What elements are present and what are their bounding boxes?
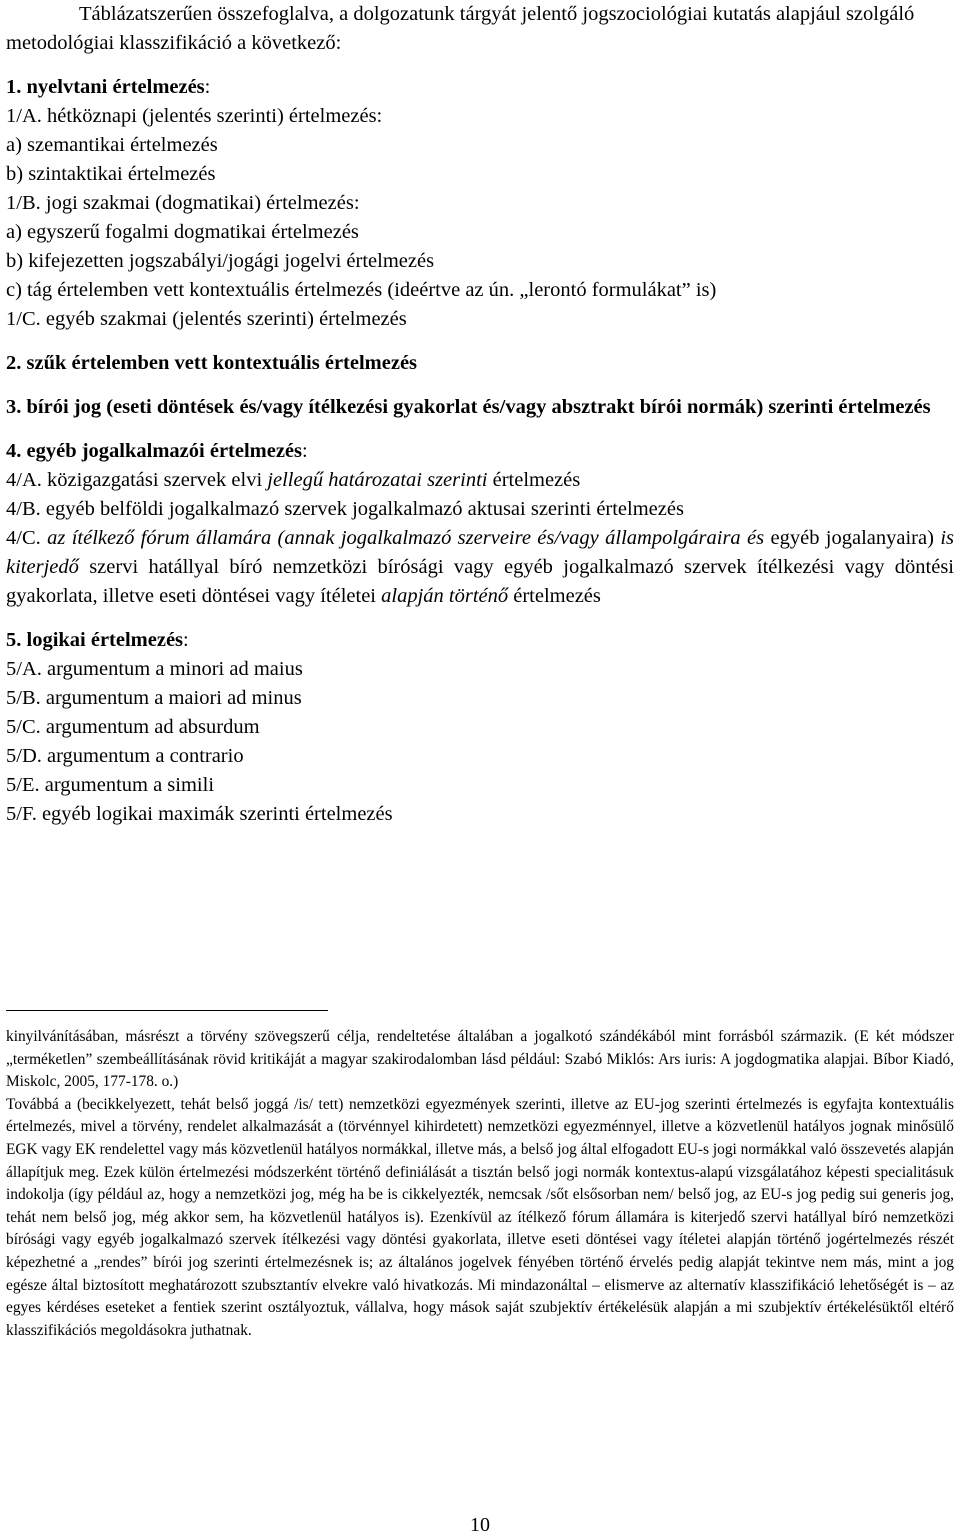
section-4-heading: 4. egyéb jogalkalmazói értelmezés: (6, 440, 308, 462)
main-text (6, 0, 954, 829)
item-1b-b: b) kifejezetten jogszabályi/jogági jogelvi értelmezés (6, 250, 435, 272)
section-3-heading: 3. bírói jog (eseti döntések és/vagy ítélkezési gyakorlat és/vagy absztrakt bírói normák) szerinti értelmezés (6, 396, 931, 418)
item-5b: 5/B. argumentum a maiori ad minus (6, 687, 302, 709)
item-5a: 5/A. argumentum a minori ad maius (6, 658, 303, 680)
item-4a: 4/A. közigazgatási szervek elvi jellegű határozatai szerinti értelmezés (6, 469, 581, 491)
footnote-separator (6, 1010, 328, 1011)
item-1b-c: c) tág értelemben vett kontextuális értelmezés (ideértve az ún. „lerontó formulákat” is) (6, 279, 717, 301)
item-5e: 5/E. argumentum a simili (6, 774, 215, 796)
item-4b: 4/B. egyéb belföldi jogalkalmazó szervek jogalkalmazó aktusai szerinti értelmezés (6, 498, 684, 520)
item-1a-b: b) szintaktikai értelmezés (6, 163, 216, 185)
section-5-heading: 5. logikai értelmezés: (6, 629, 189, 651)
footnote-paragraph-2: Továbbá a (becikkelyezett, tehát belső joggá /is/ tett) nemzetközi egyezmények szerinti, illetve az EU-jog szerinti értelmezés is egyfajta kontextuális értelmezés, mivel a törvény, rendelet alkalmazását a (törvénnyel kihirdetett) nemzetközi egyezménnyel, illetve a közvetlenül hatályos jognak minősülő EGK vagy EK rendelettel vagy más közvetlenül hatályos normákkal, illetve más, a belső jog által elfogadott EU-s jogi normákkal való összevetés alapján állapítjuk meg. Ezek külön értelmezési módszerként történő definiálását a tisztán belső jogi normák kontextus-alapú vizsgálatához képesti specialitásuk indokolja (így például az, hogy a nemzetközi jog, még ha be is cikkelyezték, nemcsak /sőt elsősorban nem/ belső jog, az EU-s jog pedig sui generis jog, tehát nem belső jog, még akkor sem, ha közvetlenül hatályos is). Ezenkívül az ítélkező fórum államára is kiterjedő szervi hatállyal bíró nemzetközi bírósági vagy egyéb jogalkalmazó szervek ítélkezési vagy döntési gyakorlata, illetve eseti döntései vagy ítéletei alapján történő jogértelmezés részét képezhetné a „rendes” bírói jog szerinti értelmezésnek is; az általános jogelvek fényében történő érvelés pedig alapját tekintve nem más, mint a jog egésze által biztosított meghatározott szubsztantív elvekre való hivatkozás. Mi mindazonáltal – elismerve az alternatív klasszifikáció lehetőségét is – az egyes kérdéses eseteket a fentiek szerint osztályoztuk, vállalva, hogy mások saját szubjektív értékelésük alapján a mi szubjektív értékelésüktől eltérő klasszifikációs megoldásokra juthatnak. (6, 1095, 954, 1339)
page-number: 10 (470, 1514, 490, 1536)
section-1-heading: 1. nyelvtani értelmezés: (6, 76, 211, 98)
item-1b: 1/B. jogi szakmai (dogmatikai) értelmezés: (6, 192, 360, 214)
section-2-heading: 2. szűk értelemben vett kontextuális értelmezés (6, 352, 418, 374)
footnote-paragraph-1: kinyilvánításában, másrészt a törvény szövegszerű célja, rendeltetése általában a jogalkotó szándékából mint forrásból származik. (E két módszer „terméketlen” szembeállításának rövid kritikáját a magyar szakirodalomban lásd például: Szabó Miklós: Ars iuris: A jogdogmatika alapjai. Bíbor Kiadó, Miskolc, 2005, 177-178. o.) (6, 1028, 954, 1091)
item-1a: 1/A. hétköznapi (jelentés szerinti) értelmezés: (6, 105, 383, 127)
item-5d: 5/D. argumentum a contrario (6, 745, 244, 767)
item-1a-a: a) szemantikai értelmezés (6, 134, 218, 156)
item-4c: 4/C. az ítélkező fórum államára (annak jogalkalmazó szerveire és/vagy állampolgáraira és egyéb jogalanyaira) is kiterjedő szervi hatállyal bíró nemzetközi bírósági vagy egyéb jogalkalmazó szervek ítélkezési vagy döntési gyakorlata, illetve eseti döntései vagy ítéletei alapján történő értelmezés (6, 527, 954, 607)
item-5f: 5/F. egyéb logikai maximák szerinti értelmezés (6, 803, 393, 825)
item-1b-a: a) egyszerű fogalmi dogmatikai értelmezés (6, 221, 359, 243)
footnote (6, 1026, 954, 1342)
intro-paragraph: Táblázatszerűen összefoglalva, a dolgozatunk tárgyát jelentő jogszociológiai kutatás alapjául szolgáló metodológiai klasszifikáció a következő: (6, 3, 915, 54)
item-1c: 1/C. egyéb szakmai (jelentés szerinti) értelmezés (6, 308, 407, 330)
item-5c: 5/C. argumentum ad absurdum (6, 716, 260, 738)
